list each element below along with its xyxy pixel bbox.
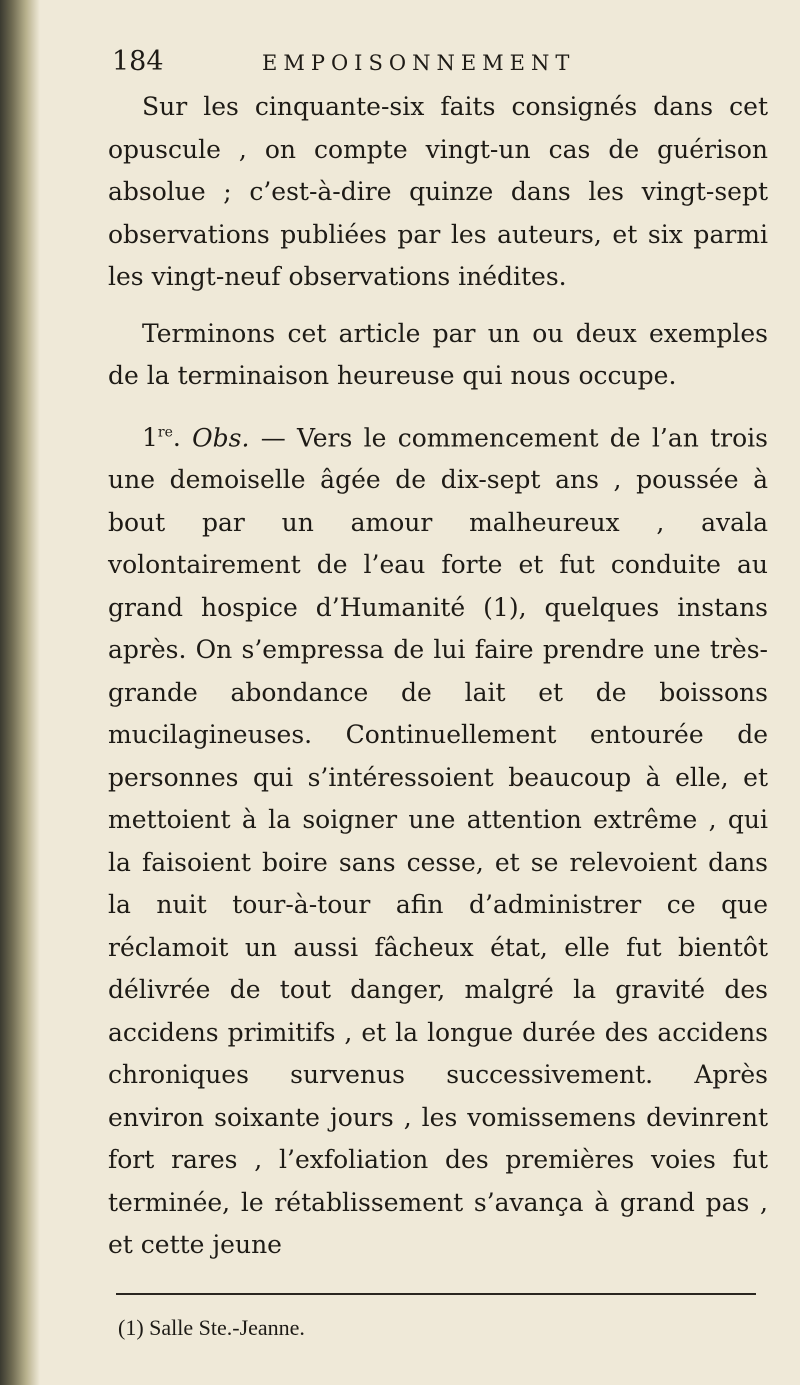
book-binding-edge bbox=[0, 0, 40, 1385]
page-header bbox=[108, 46, 768, 86]
footnote-rule bbox=[116, 1293, 756, 1295]
running-head: EMPOISONNEMENT bbox=[262, 51, 576, 75]
observation-text: — Vers le commencement de l’an trois une demoiselle âgée de dix-sept ans , poussée à bout par un amour malheureux , avala volontairement de l’eau forte et fut conduite au grand hospice d’Humanité (1), quelques instans après. On s’empressa de lui faire prendre une très-grande abondance de lait et de boissons mucilagineuses. Continuellement entourée de personnes qui s’intéressoient beaucoup à elle, et mettoient à la soigner une attention extrême , qui la faisoient boire sans cesse, et se relevoient dans la nuit tour-à-tour afin d’administrer ce que réclamoit un aussi fâcheux état, elle fut bientôt délivrée de tout danger, malgré la gravité des accidens primitifs , et la longue durée des accidens chroniques survenus successivement. Après environ soixante jours , les vomissemens devinrent fort rares , l’exfoliation des premières voies fut terminée, le rétablissement s’avança à grand pas , et cette jeune bbox=[108, 422, 769, 1260]
page-number: 184 bbox=[112, 46, 164, 77]
body-text bbox=[108, 86, 768, 1267]
observation-paragraph bbox=[108, 412, 768, 1267]
paragraph-1: Sur les cinquante-six faits consignés dans cet opuscule , on compte vingt-un cas de guérison absolue ; c’est-à-dire quinze dans les vingt-sept observations publiées par les auteurs, et six parmi les vingt-neuf observations inédites. bbox=[108, 92, 768, 291]
book-page bbox=[108, 46, 768, 1341]
paragraph-2: Terminons cet article par un ou deux exemples de la terminaison heureuse qui nous occupe. bbox=[108, 318, 768, 390]
observation-number: 1re. bbox=[142, 422, 181, 452]
footnote: (1) Salle Ste.-Jeanne. bbox=[118, 1314, 305, 1340]
observation-title: Obs. bbox=[192, 422, 250, 452]
